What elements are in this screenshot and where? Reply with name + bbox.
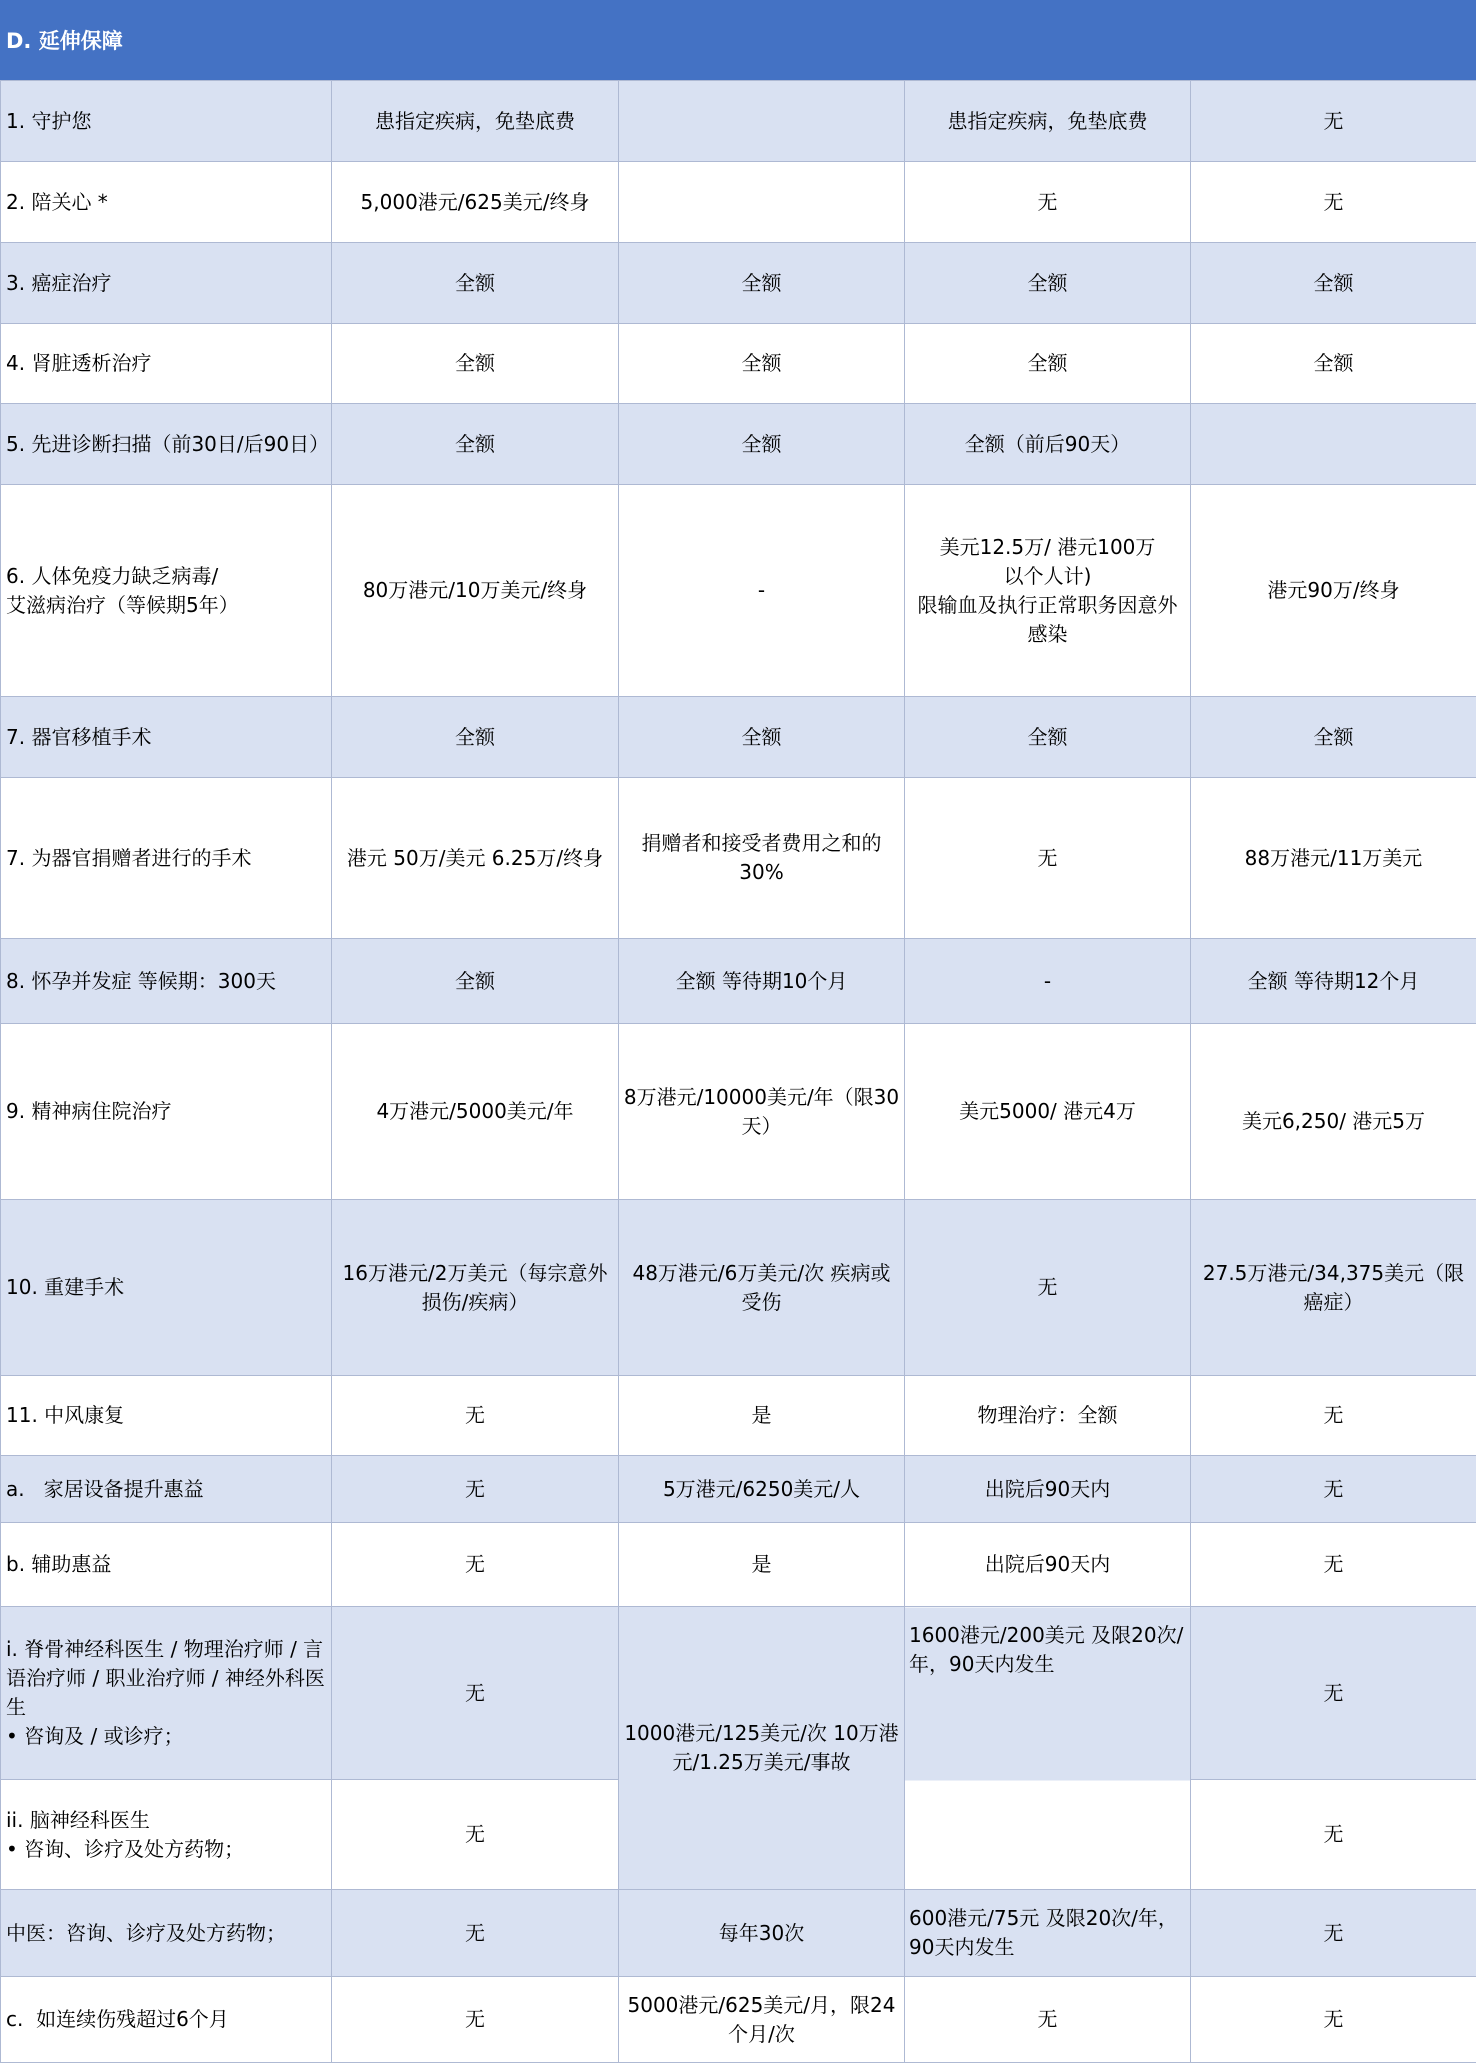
row-label: 4. 肾脏透析治疗 xyxy=(1,324,332,404)
table-row xyxy=(1,939,1476,1024)
cell-plan-4: 全额 xyxy=(1191,697,1476,778)
row-label: c. 如连续伤残超过6个月 xyxy=(1,1977,332,2063)
cell-plan-2: 8万港元/10000美元/年（限30天） xyxy=(619,1024,905,1200)
cell-plan-4: 无 xyxy=(1191,81,1476,162)
table-row xyxy=(1,1200,1476,1376)
cell-plan-3: 全额（前后90天） xyxy=(905,404,1191,485)
cell-plan-1: 无 xyxy=(332,1977,619,2063)
cell-plan-2: 全额 等待期10个月 xyxy=(619,939,905,1024)
benefits-table xyxy=(0,80,1476,2063)
cell-plan-3: 出院后90天内 xyxy=(905,1523,1191,1607)
cell-plan-2: 是 xyxy=(619,1376,905,1456)
cell-plan-1: 全额 xyxy=(332,324,619,404)
cell-plan-1: 无 xyxy=(332,1523,619,1607)
cell-plan-3: 出院后90天内 xyxy=(905,1456,1191,1523)
row-label: 11. 中风康复 xyxy=(1,1376,332,1456)
table-row xyxy=(1,324,1476,404)
cell-plan-2: 全额 xyxy=(619,324,905,404)
cell-plan-4: 无 xyxy=(1191,1523,1476,1607)
table-row xyxy=(1,404,1476,485)
table-row xyxy=(1,1024,1476,1200)
table-row xyxy=(1,1456,1476,1523)
cell-plan-2: 全额 xyxy=(619,697,905,778)
cell-plan-3: 无 xyxy=(905,778,1191,939)
cell-plan-2: 全额 xyxy=(619,404,905,485)
cell-plan-3: 全额 xyxy=(905,243,1191,324)
row-label: a. 家居设备提升惠益 xyxy=(1,1456,332,1523)
table-row xyxy=(1,1607,1476,1780)
cell-plan-1: 无 xyxy=(332,1890,619,1977)
row-label: 6. 人体免疫力缺乏病毒/ 艾滋病治疗（等候期5年） xyxy=(1,485,332,697)
cell-plan-4 xyxy=(1191,404,1476,485)
cell-plan-3: - xyxy=(905,939,1191,1024)
cell-plan-3: 全额 xyxy=(905,697,1191,778)
cell-plan-3: 1600港元/200美元 及限20次/年，90天内发生 xyxy=(905,1607,1191,1890)
cell-plan-4: 全额 xyxy=(1191,243,1476,324)
cell-plan-4: 无 xyxy=(1191,1890,1476,1977)
cell-plan-3: 美元12.5万/ 港元100万 以个人计) 限输血及执行正常职务因意外感染 xyxy=(905,485,1191,697)
cell-plan-4: 无 xyxy=(1191,1607,1476,1780)
cell-plan-3: 无 xyxy=(905,162,1191,243)
cell-plan-1: 无 xyxy=(332,1607,619,1780)
cell-plan-4: 港元90万/终身 xyxy=(1191,485,1476,697)
row-label: 2. 陪关心 * xyxy=(1,162,332,243)
cell-plan-3: 患指定疾病，免垫底费 xyxy=(905,81,1191,162)
cell-plan-2: - xyxy=(619,485,905,697)
table-row xyxy=(1,81,1476,162)
cell-plan-2: 5万港元/6250美元/人 xyxy=(619,1456,905,1523)
cell-plan-1: 港元 50万/美元 6.25万/终身 xyxy=(332,778,619,939)
cell-plan-1: 80万港元/10万美元/终身 xyxy=(332,485,619,697)
cell-plan-1: 全额 xyxy=(332,243,619,324)
cell-plan-4: 无 xyxy=(1191,1376,1476,1456)
table-row xyxy=(1,1523,1476,1607)
table-row xyxy=(1,485,1476,697)
row-label: ii. 脑神经科医生 • 咨询、诊疗及处方药物； xyxy=(1,1780,332,1890)
cell-plan-2: 捐赠者和接受者费用之和的30% xyxy=(619,778,905,939)
section-header xyxy=(0,0,1476,80)
row-label: 7. 为器官捐赠者进行的手术 xyxy=(1,778,332,939)
cell-plan-1: 全额 xyxy=(332,404,619,485)
cell-plan-1: 5,000港元/625美元/终身 xyxy=(332,162,619,243)
cell-plan-3: 600港元/75元 及限20次/年，90天内发生 xyxy=(905,1890,1191,1977)
cell-plan-3: 无 xyxy=(905,1977,1191,2063)
row-label: 3. 癌症治疗 xyxy=(1,243,332,324)
cell-plan-1: 全额 xyxy=(332,697,619,778)
table-row xyxy=(1,1376,1476,1456)
table-row xyxy=(1,1977,1476,2063)
cell-plan-1: 无 xyxy=(332,1456,619,1523)
cell-plan-4: 88万港元/11万美元 xyxy=(1191,778,1476,939)
row-label: b. 辅助惠益 xyxy=(1,1523,332,1607)
row-label: 5. 先进诊断扫描（前30日/后90日） xyxy=(1,404,332,485)
cell-plan-1: 全额 xyxy=(332,939,619,1024)
cell-plan-4: 全额 xyxy=(1191,324,1476,404)
row-label: 1. 守护您 xyxy=(1,81,332,162)
table-row xyxy=(1,778,1476,939)
cell-plan-4: 无 xyxy=(1191,1977,1476,2063)
cell-plan-3: 物理治疗：全额 xyxy=(905,1376,1191,1456)
cell-plan-2 xyxy=(619,81,905,162)
table-row xyxy=(1,1890,1476,1977)
table-row xyxy=(1,697,1476,778)
cell-plan-3: 无 xyxy=(905,1200,1191,1376)
cell-plan-4: 无 xyxy=(1191,1780,1476,1890)
cell-plan-1: 16万港元/2万美元（每宗意外损伤/疾病） xyxy=(332,1200,619,1376)
row-label: 8. 怀孕并发症 等候期：300天 xyxy=(1,939,332,1024)
cell-plan-2: 是 xyxy=(619,1523,905,1607)
section-title: D. 延伸保障 xyxy=(6,25,123,55)
row-label: 7. 器官移植手术 xyxy=(1,697,332,778)
cell-plan-3: 全额 xyxy=(905,324,1191,404)
cell-plan-4: 全额 等待期12个月 xyxy=(1191,939,1476,1024)
cell-plan-1: 患指定疾病，免垫底费 xyxy=(332,81,619,162)
cell-plan-2: 1000港元/125美元/次 10万港元/1.25万美元/事故 xyxy=(619,1607,905,1890)
row-label: 中医：咨询、诊疗及处方药物； xyxy=(1,1890,332,1977)
cell-plan-1: 无 xyxy=(332,1780,619,1890)
cell-plan-2 xyxy=(619,162,905,243)
cell-plan-3: 美元5000/ 港元4万 xyxy=(905,1024,1191,1200)
cell-plan-1: 无 xyxy=(332,1376,619,1456)
cell-plan-2: 全额 xyxy=(619,243,905,324)
cell-plan-2: 48万港元/6万美元/次 疾病或受伤 xyxy=(619,1200,905,1376)
row-label: 9. 精神病住院治疗 xyxy=(1,1024,332,1200)
cell-plan-4: 美元6,250/ 港元5万 xyxy=(1191,1024,1476,1200)
cell-plan-4: 无 xyxy=(1191,1456,1476,1523)
table-row xyxy=(1,243,1476,324)
cell-plan-4: 27.5万港元/34,375美元（限癌症） xyxy=(1191,1200,1476,1376)
cell-plan-2: 每年30次 xyxy=(619,1890,905,1977)
cell-plan-2: 5000港元/625美元/月，限24个月/次 xyxy=(619,1977,905,2063)
table-row xyxy=(1,162,1476,243)
cell-plan-1: 4万港元/5000美元/年 xyxy=(332,1024,619,1200)
row-label: 10. 重建手术 xyxy=(1,1200,332,1376)
row-label: i. 脊骨神经科医生 / 物理治疗师 / 言语治疗师 / 职业治疗师 / 神经外科医生 • 咨询及 / 或诊疗； xyxy=(1,1607,332,1780)
cell-plan-4: 无 xyxy=(1191,162,1476,243)
